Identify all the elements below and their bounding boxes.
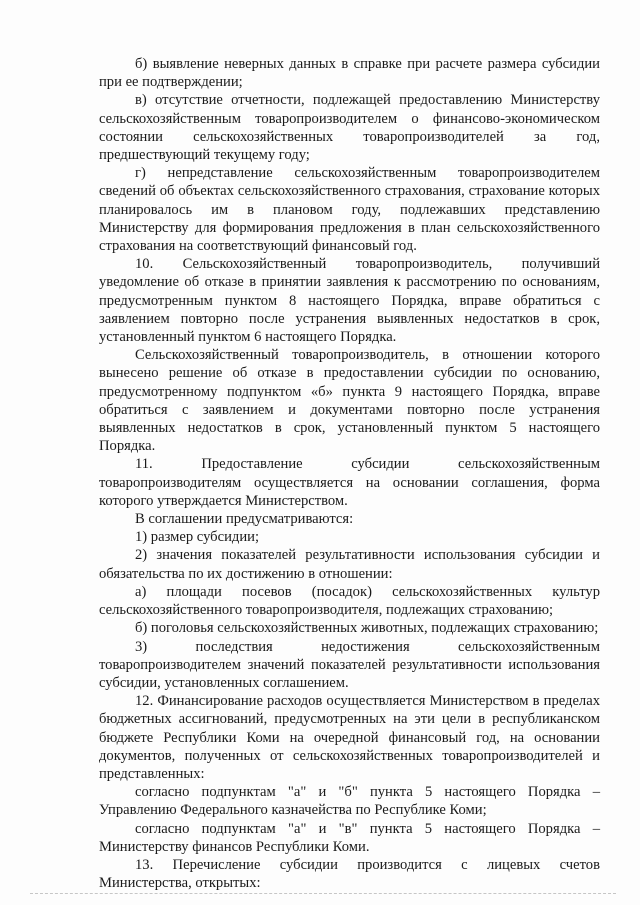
paragraph-section-13: 13. Перечисление субсидии производится с лицевых счетов Министерства, открытых: xyxy=(99,856,600,892)
paragraph-item-g-no-insurance-info: г) непредставление сельскохозяйственным товаропроизводителем сведений об объектах сельскохозяйственного страхования, страхование которых планировалось им в плановом году, подлежавших представлению Министерству для формирования предложения в план сельскохозяйственного страхования на соответствующий финансовый год. xyxy=(99,165,600,255)
list-item-b-livestock: б) поголовья сельскохозяйственных животных, подлежащих страхованию; xyxy=(135,620,599,637)
list-item-2-indicators: 2) значения показателей результативности использования субсидии и обязательства по их достижению в отношении: xyxy=(99,547,600,582)
paragraph-ministry-finance: согласно подпунктам "а" и "в" пункта 5 настоящего Порядка – Министерству финансов Республики Коми. xyxy=(99,820,600,855)
paragraph-section-11: 11. Предоставление субсидии сельскохозяйственным товаропроизводителям осуществляется на основании соглашения, форма которого утверждается Министерством. xyxy=(99,456,600,509)
document-body xyxy=(99,55,600,892)
paragraph-section-12: 12. Финансирование расходов осуществляется Министерством в пределах бюджетных ассигнований, предусмотренных на эти цели в республиканском бюджете Республики Коми на очередной финансовый год, на основании документов, полученных от сельскохозяйственных товаропроизводителей и представленных: xyxy=(99,693,600,782)
paragraph-section-10: 10. Сельскохозяйственный товаропроизводитель, получивший уведомление об отказе в принятии заявления к рассмотрению по основаниям, предусмотренным пунктом 8 настоящего Порядка, вправе обратиться с заявлением повторно после устранения выявленных недостатков в срок, установленный пунктом 6 настоящего Порядка. xyxy=(99,256,600,346)
list-item-3-consequences: 3) последствия недостижения сельскохозяйственным товаропроизводителем значений показателей результативности использования субсидии, установленных соглашением. xyxy=(99,638,600,691)
list-item-a-crop-area: а) площади посевов (посадок) сельскохозяйственных культур сельскохозяйственного товаропроизводителя, подлежащих страхованию; xyxy=(99,583,600,619)
scan-bottom-edge xyxy=(30,893,616,895)
paragraph-refusal-resubmission: Сельскохозяйственный товаропроизводитель, в отношении которого вынесено решение об отказе в предоставлении субсидии по основанию, предусмотренному подпунктом «б» пункта 9 настоящего Порядка, вправе обратиться с заявлением и документами повторно после устранения выявленных недостатков в срок, установленный пунктом 5 настоящего Порядка. xyxy=(99,347,600,455)
paragraph-treasury: согласно подпунктам "а" и "б" пункта 5 настоящего Порядка – Управлению Федерального казначейства по Республике Коми; xyxy=(99,784,600,819)
paragraph-agreement-intro: В соглашении предусматриваются: xyxy=(135,511,354,528)
paragraph-item-v-no-reporting: в) отсутствие отчетности, подлежащей предоставлению Министерству сельскохозяйственным товаропроизводителем о финансово-экономическом состоянии сельскохозяйственных товаропроизводителей за год, предшествующий текущему году; xyxy=(99,92,600,164)
list-item-1-subsidy-amount: 1) размер субсидии; xyxy=(135,529,259,546)
paragraph-item-b-incorrect-data: б) выявление неверных данных в справке при расчете размера субсидии при ее подтверждении; xyxy=(99,56,600,91)
